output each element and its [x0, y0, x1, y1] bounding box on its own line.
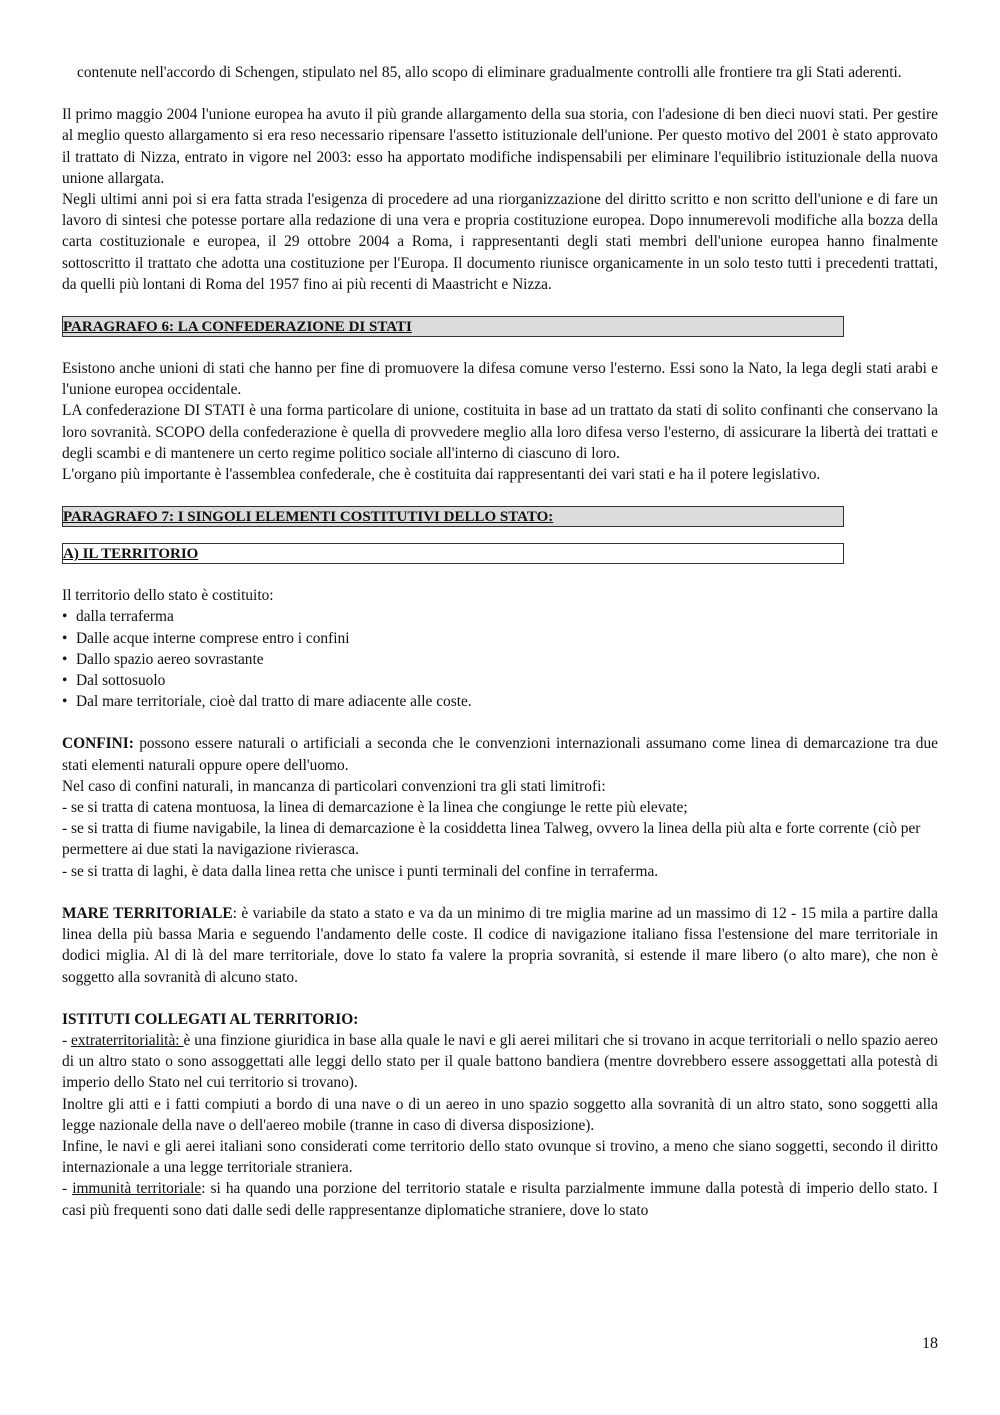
- paragraph-allargamento: Il primo maggio 2004 l'unione europea ha avuto il più grande allargamento della sua storia, con l'adesione di ben dieci nuovi stati. Per gestire al meglio questo allargamento si era reso necessario ripensare l'assetto istituzionale dell'unione. Per questo motivo del 2001 è stato approvato il trattato di Nizza, entrato in vigore nel 2003: esso ha apportato modifiche indispensabili per eliminare l'equilibrio istituzionale della nuova unione allargata.: [62, 106, 938, 187]
- immunita-term: immunità territoriale: [72, 1180, 202, 1198]
- confini-label: CONFINI:: [62, 735, 134, 753]
- istituti-label: ISTITUTI COLLEGATI AL TERRITORIO:: [62, 1010, 359, 1028]
- section-heading-paragrafo-7: PARAGRAFO 7: I SINGOLI ELEMENTI COSTITUTIVI DELLO STATO:: [62, 506, 844, 527]
- paragraph-costituzione: Negli ultimi anni poi si era fatta strada l'esigenza di procedere ad una riorganizzazione del diritto scritto e non scritto dell'unione e di fare un lavoro di sintesi che potesse portare alla redazione di una vera e propria costituzione europea. Dopo innumerevoli modifiche alla bozza della carta costituzionale e europea, il 29 ottobre 2004 a Roma, i rappresentanti degli stati membri dell'unione europea hanno finalmente sottoscritto il trattato che adotta una costituzione per l'Europa. Il documento riunisce organicamente in un solo testo tutti i precedenti trattati, da quelli più lontani di Roma del 1957 fino ai più recenti di Maastricht e Nizza.: [62, 191, 938, 293]
- mare-text: : è variabile da stato a stato e va da un minimo di tre miglia marine ad un massimo di 12 - 15 mila a partire dalla linea della più bassa Maria e seguendo l'andamento delle coste. Il codice di navigazione italiano fissa l'estensione del mare territoriale in dodici miglia. Al di là del mare territoriale, dove lo stato fa valere la propria sovranità, si estende il mare libero (o alto mare), che non è soggetto alla sovranità di alcuno stato.: [62, 904, 938, 986]
- list-item: • Dal sottosuolo: [62, 670, 938, 691]
- paragraph-schengen: contenute nell'accordo di Schengen, stipulato nel 85, allo scopo di eliminare gradualmente controlli alle frontiere tra gli Stati aderenti.: [77, 64, 902, 81]
- confini-line-4: - se si tratta di laghi, è data dalla linea retta che unisce i punti terminali del confine in terraferma.: [62, 862, 659, 880]
- paragraph-mare-territoriale: [62, 903, 938, 988]
- confini-line-1: Nel caso di confini naturali, in mancanza di particolari convenzioni tra gli stati limitrofi:: [62, 777, 606, 795]
- istituti-heading: [62, 1009, 938, 1030]
- list-item: • dalla terraferma: [62, 606, 938, 627]
- confini-line-2: - se si tratta di catena montuosa, la linea di demarcazione è la linea che congiunge le rette più elevate;: [62, 799, 688, 817]
- territorio-list: [62, 606, 938, 712]
- extraterritorialita-text: è una finzione giuridica in base alla quale le navi e gli aerei militari che si trovano in acque territoriali o nello spazio aereo di un altro stato o sono assoggettati alle leggi dello stato per il quale battono bandiera (mentre dovrebbero essere assoggettati alla potestà di imperio dello Stato nel cui territorio si trovano).: [62, 1031, 938, 1092]
- paragraph-confederazione: LA confederazione DI STATI è una forma particolare di unione, costituita in base ad un trattato da stati di solito confinanti che conservano la loro sovranità. SCOPO della confederazione è quella di provvedere meglio alla loro difesa verso l'esterno, di assicurare la libertà dei trattati e degli scambi e di mantenere un certo regime politico sociale all'interno di ciascuno di loro.: [62, 402, 938, 462]
- list-item: • Dallo spazio aereo sovrastante: [62, 649, 938, 670]
- page-number: 18: [922, 1335, 938, 1352]
- paragraph-extraterritorialita: [62, 1030, 938, 1094]
- document-page: [62, 62, 938, 1221]
- dash: -: [62, 1031, 72, 1049]
- subsection-heading-territorio: A) IL TERRITORIO: [62, 543, 844, 564]
- list-item: • Dal mare territoriale, cioè dal tratto di mare adiacente alle coste.: [62, 691, 938, 712]
- paragraph-assemblea: L'organo più importante è l'assemblea confederale, che è costituita dai rappresentanti dei vari stati e ha il potere legislativo.: [62, 466, 821, 484]
- paragraph-immunita: [62, 1178, 938, 1220]
- territorio-intro: Il territorio dello stato è costituito:: [62, 587, 274, 605]
- mare-label: MARE TERRITORIALE: [62, 904, 233, 922]
- paragraph-atti-bordo: Inoltre gli atti e i fatti compiuti a bordo di una nave o di un aereo in uno spazio soggetto alla sovranità di un altro stato, sono soggetti alla legge nazionale della nave o dell'aereo mobile (tranne in caso di diversa disposizione).: [62, 1095, 938, 1134]
- dash: -: [62, 1180, 73, 1198]
- immunita-text: : si ha quando una porzione del territorio statale e risulta parzialmente immune dalla potestà di imperio dello stato. I casi più frequenti sono dati dalle sedi delle rappresentanze diplomatiche straniere, dove lo stato: [62, 1180, 938, 1219]
- confini-line-3: - se si tratta di fiume navigabile, la linea di demarcazione è la cosiddetta linea Talweg, ovvero la linea della più alta e forte corrente (ciò per permettere ai due stati la navigazione rivierasca.: [62, 820, 921, 859]
- section-heading-paragrafo-6: PARAGRAFO 6: LA CONFEDERAZIONE DI STATI: [62, 316, 844, 337]
- confini-text: possono essere naturali o artificiali a seconda che le convenzioni internazionali assumano come linea di demarcazione tra due stati elementi naturali oppure opere dell'uomo.: [62, 735, 938, 774]
- extraterritorialita-term: extraterritorialità:: [71, 1031, 184, 1049]
- list-item: • Dalle acque interne comprese entro i confini: [62, 628, 938, 649]
- paragraph-confini: [62, 733, 938, 775]
- paragraph-navi-italiane: Infine, le navi e gli aerei italiani sono considerati come territorio dello stato ovunque si trovino, a meno che siano soggetti, secondo il diritto internazionale a una legge territoriale straniera.: [62, 1137, 938, 1177]
- paragraph-unioni: Esistono anche unioni di stati che hanno per fine di promuovere la difesa comune verso l'esterno. Essi sono la Nato, la lega degli stati arabi e l'unione europea occidentale.: [62, 360, 938, 399]
